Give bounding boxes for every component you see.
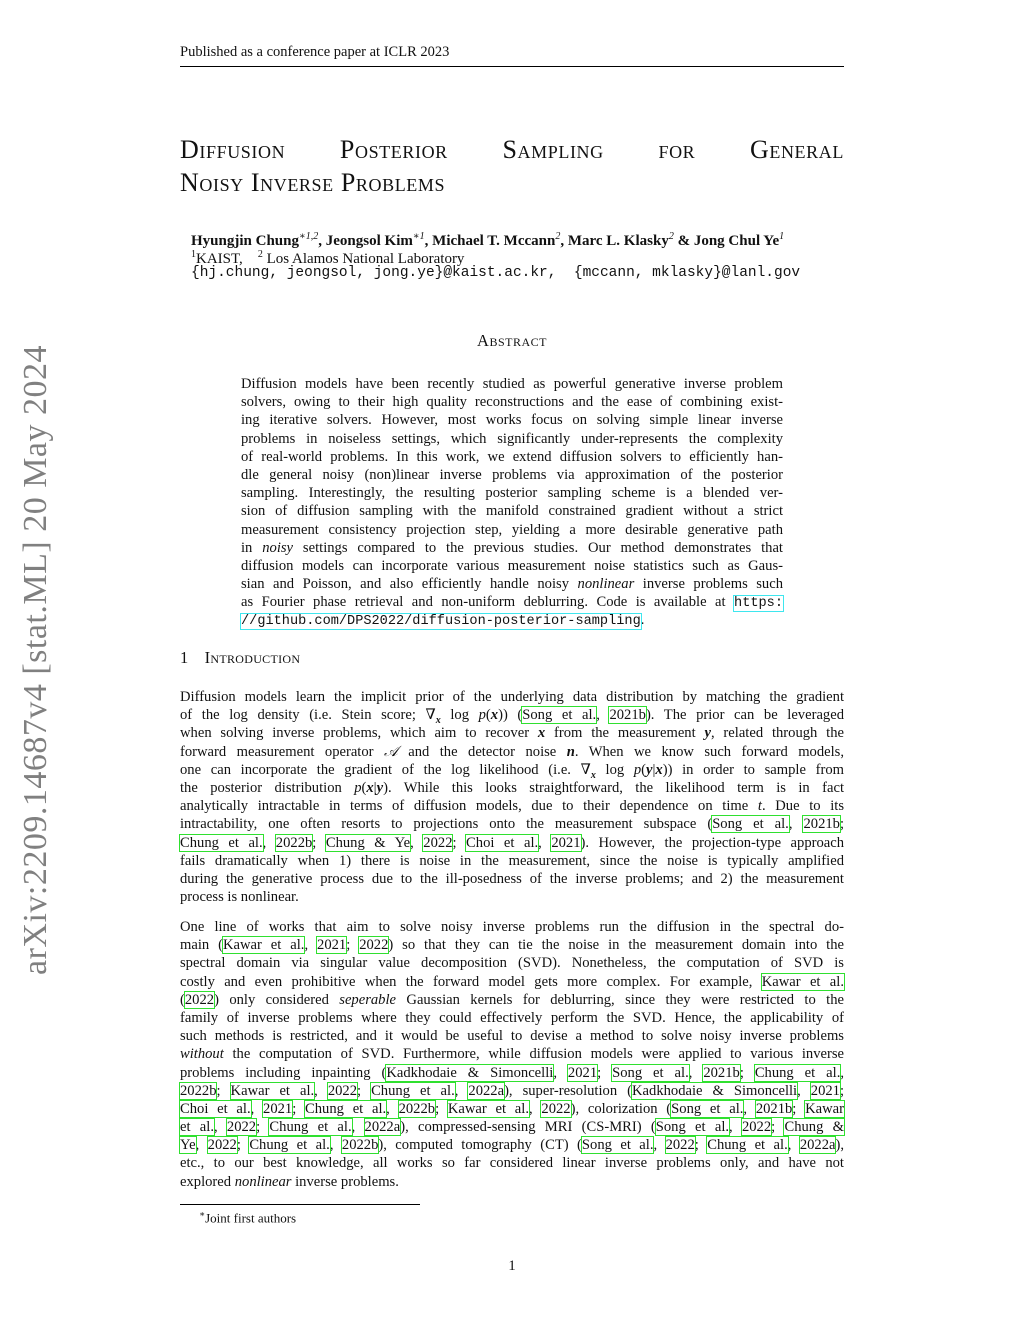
text-run: family of inverse problems where they could effectively perform the SVD. Hence, the applicability of <box>180 1009 844 1026</box>
paragraph-line <box>180 973 844 991</box>
abstract-line <box>241 539 783 557</box>
citation-link[interactable]: 2022a <box>799 1137 836 1154</box>
citation-link[interactable]: 2021 <box>317 937 347 954</box>
text-run: , <box>329 1137 342 1154</box>
title-line-2: Noisy Inverse Problems <box>180 168 446 197</box>
abstract-line: problems in noiseless settings, which significantly under-represents the complexity <box>241 430 783 447</box>
text-run: , <box>596 707 610 724</box>
citation-link[interactable]: 2022 <box>741 1119 772 1136</box>
emphasis: nonlinear <box>234 1173 292 1190</box>
text-run: ) so that they can tie the noise in the measurement domain into the <box>388 937 844 954</box>
citation-link[interactable]: et al. <box>180 1119 214 1136</box>
abstract-line: sion of diffusion sampling with the manifold constrained gradient without a strict <box>241 503 783 520</box>
text-run: , <box>351 1119 365 1136</box>
math-symbol: 𝒜 <box>383 743 398 760</box>
citation-link[interactable]: 2021b <box>755 1100 793 1117</box>
running-header: Published as a conference paper at ICLR 2023 <box>180 44 450 60</box>
text-run: , <box>314 1082 328 1099</box>
emphasis: without <box>180 1046 224 1063</box>
affil-mark: 2 <box>257 249 263 260</box>
text-run: log <box>595 761 634 778</box>
math-subscript: x <box>590 769 596 781</box>
math-vector: x <box>490 707 499 724</box>
page-number: 1 <box>508 1258 516 1274</box>
text-run: during the generative process due to the ill-posedness of the inverse problems; and 2) the measurement <box>180 870 844 887</box>
author-name: Jeongsol Kim <box>325 233 413 249</box>
text-run: ), computed tomography (CT) ( <box>378 1137 582 1154</box>
math-symbol: p <box>633 761 642 778</box>
paper-title <box>180 133 844 199</box>
text-run: ; <box>256 1119 270 1136</box>
text-run: and the detector noise <box>397 743 567 760</box>
math-symbol: ∇ <box>425 707 436 724</box>
title-word: General <box>749 135 844 164</box>
text-run: ( <box>641 761 647 778</box>
citation-link[interactable]: Kadkhodaie & Simoncelli <box>632 1082 798 1099</box>
intro-paragraph-2 <box>180 918 844 1191</box>
text-run: , <box>553 1064 568 1081</box>
paragraph-line <box>180 1027 844 1045</box>
math-vector: x <box>655 761 663 778</box>
abstract-line: measurement consistency projection step, yielding a more desirable generative path <box>241 521 783 538</box>
math-vector: y <box>704 725 711 742</box>
text-run: , related through the <box>710 725 844 742</box>
text-run: , <box>688 1064 704 1081</box>
text-run: main ( <box>180 937 223 954</box>
citation-link[interactable]: Chung et al. <box>754 1064 841 1081</box>
citation-link[interactable]: Kawar et al. <box>230 1082 315 1099</box>
code-url-link[interactable]: https: <box>734 596 783 612</box>
author-affil-mark: 2 <box>668 231 674 242</box>
citation-link[interactable]: 2021 <box>551 834 581 851</box>
text-run: ( <box>180 991 185 1008</box>
title-word: Diffusion <box>180 135 286 164</box>
text-run: forward measurement operator <box>180 743 384 760</box>
title-word: Sampling <box>502 135 604 164</box>
text-run: , <box>454 1082 469 1099</box>
math-vector: n <box>566 743 575 760</box>
text-run: , <box>304 937 318 954</box>
paragraph-line <box>180 1154 844 1172</box>
citation-link[interactable]: Chung et al. <box>305 1100 387 1117</box>
citation-link[interactable]: Chung et al. <box>269 1119 352 1136</box>
paragraph-line <box>180 918 844 936</box>
text-run: explored <box>180 1173 235 1190</box>
author-emails: {hj.chung, jeongsol, jong.ye}@kaist.ac.kr, {mccann, mklasky}@lanl.gov <box>191 265 801 281</box>
text-run: ; <box>739 1064 755 1081</box>
citation-link[interactable]: 2022b <box>398 1100 436 1117</box>
math-vector: y <box>646 761 653 778</box>
emphasis: nonlinear <box>577 576 635 593</box>
text-run: , <box>529 1100 542 1117</box>
citation-link[interactable]: 2022 <box>423 834 453 851</box>
text-run: | <box>373 779 377 796</box>
math-subscript: x <box>435 715 441 727</box>
paragraph-line <box>180 779 844 797</box>
text-run: sian and Poisson, and also efficiently handle noisy <box>241 576 578 593</box>
citation-link[interactable]: Ye <box>180 1137 196 1154</box>
citation-link[interactable]: Kawar et al. <box>222 937 305 954</box>
paragraph-line <box>180 724 844 742</box>
text-run: ( <box>485 707 491 724</box>
text-run: , <box>797 1082 811 1099</box>
math-symbol: ∇ <box>580 761 591 778</box>
text-run: ; <box>839 816 845 833</box>
text-run: ; <box>452 834 467 851</box>
text-run: , <box>538 834 552 851</box>
citation-link[interactable]: 2021b <box>803 816 840 833</box>
text-run: from the measurement <box>545 725 705 742</box>
citation-link[interactable]: Kawar et al. <box>447 1100 529 1117</box>
citation-link[interactable]: 2021 <box>567 1064 598 1081</box>
author-affil-mark: 1 <box>779 231 785 242</box>
paragraph-line <box>180 1100 844 1118</box>
paragraph-line <box>180 1064 844 1082</box>
text-run: as Fourier phase retrieval and non-uniform deblurring. Code is available at <box>241 594 735 611</box>
abstract-body <box>241 375 783 630</box>
text-run: ), compressed-sensing MRI (CS-MRI) ( <box>400 1119 656 1136</box>
citation-link[interactable]: 2022 <box>207 1137 237 1154</box>
text-run: )) in order to sample from <box>662 761 844 778</box>
code-url-link[interactable]: //github.com/DPS2022/diffusion-posterior-sampling <box>241 614 641 630</box>
intro-paragraph-1 <box>180 688 844 906</box>
citation-link[interactable]: Chung et al. <box>707 1137 788 1154</box>
citation-link[interactable]: 2022 <box>226 1119 257 1136</box>
text-run: ; <box>357 1082 372 1099</box>
citation-link[interactable]: 2022 <box>359 937 389 954</box>
text-run: Diffusion models learn the implicit prior of the underlying data distribution by matching the gradient <box>180 689 844 705</box>
text-run: ; <box>312 834 326 851</box>
footnote-text: Joint first authors <box>205 1210 297 1226</box>
text-run: ; <box>346 937 360 954</box>
text-run: , <box>787 1137 800 1154</box>
citation-link[interactable]: Song et al. <box>581 1137 654 1154</box>
text-run: One line of works that aim to solve noisy inverse problems run the diffusion in the spectral do- <box>180 919 844 935</box>
citation-link[interactable]: 2022b <box>180 1082 217 1099</box>
text-run: . Due to its <box>761 798 844 815</box>
text-run: ; <box>839 1082 845 1099</box>
paragraph-line <box>180 1136 844 1154</box>
text-run: the computation of SVD. Furthermore, while diffusion models were applied to various inverse <box>223 1046 844 1063</box>
citation-link[interactable]: Kawar <box>805 1100 845 1117</box>
abstract-line: Diffusion models have been recently studied as powerful generative inverse problem <box>241 376 783 392</box>
citation-link[interactable]: 2021b <box>609 707 646 724</box>
citation-link[interactable]: 2022a <box>468 1082 505 1099</box>
section-title: Introduction <box>204 648 301 667</box>
text-run: spectral domain via singular value decomposition (SVD). Nonetheless, the computation of SVD is <box>180 955 844 972</box>
citation-link[interactable]: 2021 <box>810 1082 840 1099</box>
text-run: , <box>213 1119 227 1136</box>
emphasis: seperable <box>339 991 397 1008</box>
citation-link[interactable]: 2022a <box>364 1119 401 1136</box>
author-affil-mark: ∗1 <box>412 231 425 242</box>
title-line-1 <box>180 133 844 166</box>
math-vector: x <box>366 779 374 796</box>
paragraph-line <box>180 936 844 954</box>
citation-link[interactable]: Song et al. <box>612 1064 689 1081</box>
citation-link[interactable]: 2021 <box>263 1100 293 1117</box>
title-word: for <box>658 135 696 164</box>
author-list: Hyungjin Chung$^{∗1,2}$, Jeongsol Kim$^{∗1}$, Michael T. Mccann$^2$, Marc L. Klasky$^2$ & Jong Chul Ye$^1$ <box>191 231 785 249</box>
text-run: ). However, the projection-type approach <box>580 834 845 851</box>
abstract-line: of real-world problems. In this work, we extend diffusion solvers to efficiently han- <box>241 448 783 465</box>
paragraph-line <box>180 1082 844 1100</box>
citation-link[interactable]: Choi et al. <box>180 1100 251 1117</box>
arxiv-stamp: arXiv:2209.14687v4 [stat.ML] 20 May 2024 <box>17 344 54 976</box>
paragraph-line <box>180 834 844 852</box>
affiliation: Los Alamos National Laboratory <box>266 251 465 267</box>
text-run: , <box>410 834 424 851</box>
text-run: inverse problems. <box>291 1173 399 1190</box>
affil-mark: 1 <box>191 249 196 260</box>
paragraph-line <box>180 870 844 888</box>
text-run: | <box>652 761 656 778</box>
author-name: Michael T. Mccann <box>432 233 556 249</box>
paragraph-line <box>180 1045 844 1063</box>
citation-link[interactable]: 2022 <box>327 1082 358 1099</box>
author-name: Hyungjin Chung <box>191 233 299 249</box>
citation-link[interactable]: Song et al. <box>655 1119 730 1136</box>
section-heading-introduction <box>180 648 300 668</box>
text-run: analytically intractable in terms of diffusion models, due to their dependence on time <box>180 798 758 815</box>
citation-link[interactable]: 2022 <box>665 1137 695 1154</box>
text-run: . When we know such forward models, <box>574 743 845 760</box>
citation-link[interactable]: 2021b <box>703 1064 740 1081</box>
text-run: ) only considered <box>214 991 340 1008</box>
text-run: , <box>250 1100 264 1117</box>
text-run: ), super-resolution ( <box>504 1082 632 1099</box>
paragraph-line <box>180 1173 844 1191</box>
author-name: Marc L. Klasky <box>567 233 669 249</box>
citation-link[interactable]: Song et al. <box>712 816 789 833</box>
text-run: of the log density (i.e. Stein score; <box>180 707 426 724</box>
paragraph-line <box>180 954 844 972</box>
text-run: . <box>640 612 645 629</box>
author-affil-mark: ∗1,2 <box>298 231 319 242</box>
text-run: , <box>386 1100 399 1117</box>
citation-link[interactable]: Kawar et al. <box>761 973 844 990</box>
text-run: one can incorporate the gradient of the log likelihood (i.e. <box>180 761 581 778</box>
title-word: Posterior <box>339 135 448 164</box>
math-symbol: p <box>354 779 362 796</box>
paragraph-line <box>180 1009 844 1027</box>
text-run: process is nonlinear. <box>180 889 299 906</box>
math-symbol: p <box>478 707 486 724</box>
abstract-line <box>241 611 783 629</box>
text-run: , <box>743 1100 756 1117</box>
text-run: , <box>840 1064 844 1081</box>
paragraph-line <box>180 688 844 706</box>
text-run: the posterior distribution <box>180 779 355 796</box>
text-run: etc., to our best knowledge, all works so far considered linear inverse problems only, and have not <box>180 1155 844 1172</box>
text-run: , <box>788 816 804 833</box>
abstract-line <box>241 575 783 593</box>
citation-link[interactable]: Choi et al. <box>466 834 539 851</box>
abstract-line <box>241 593 783 611</box>
citation-link[interactable]: Chung et al. <box>371 1082 455 1099</box>
math-vector: x <box>537 725 546 742</box>
abstract-line: sampling. Interestingly, the resulting posterior sampling scheme is a blended ver- <box>241 485 783 502</box>
abstract-line: dle general noisy (non)linear inverse problems via approximation of the posterior <box>241 466 783 483</box>
text-run: log <box>440 707 479 724</box>
author-affil-mark: 2 <box>555 231 561 242</box>
text-run: settings compared to the previous studies. Our method demonstrates that <box>293 539 783 556</box>
paragraph-line <box>180 852 844 870</box>
abstract-heading: Abstract <box>477 331 547 350</box>
citation-link[interactable]: Chung et al. <box>180 834 263 851</box>
math-symbol: t <box>757 798 762 815</box>
text-run: ; <box>771 1119 785 1136</box>
paragraph-line <box>180 797 844 815</box>
text-run: ; <box>597 1064 613 1081</box>
citation-link[interactable]: 2022 <box>541 1100 571 1117</box>
citation-link[interactable]: 2022b <box>341 1137 379 1154</box>
text-run: ; <box>694 1137 708 1154</box>
paragraph-line <box>180 761 844 779</box>
text-run: costly and even prohibitive when the forward model gets more complex. For example, <box>180 973 762 990</box>
header-rule <box>180 66 844 67</box>
text-run: in <box>241 539 263 556</box>
text-run: )) ( <box>498 707 523 724</box>
footnote <box>199 1209 296 1226</box>
paragraph-line <box>180 743 844 761</box>
affiliation: KAIST, <box>196 251 243 267</box>
paragraph-line <box>180 706 844 727</box>
text-run: ; <box>216 1082 231 1099</box>
text-run: problems including inpainting ( <box>180 1064 387 1081</box>
text-run: inverse problems such <box>634 576 784 593</box>
paragraph-line <box>180 1118 844 1136</box>
text-run: when solving inverse problems, which aim to recover <box>180 725 538 742</box>
footnote-mark: ∗ <box>199 1209 206 1219</box>
author-name: Jong Chul Ye <box>693 233 780 249</box>
text-run: , <box>262 834 276 851</box>
text-run: ). While this looks straightforward, the likelihood term is in fact <box>383 779 844 796</box>
paragraph-line <box>180 815 844 833</box>
text-run: , <box>195 1137 208 1154</box>
text-run: Gaussian kernels for deblurring, since they were restricted to the <box>396 991 844 1008</box>
text-run: ), <box>835 1137 844 1154</box>
citation-link[interactable]: 2022 <box>184 991 215 1008</box>
citation-link[interactable]: Kadkhodaie & Simoncelli <box>386 1064 554 1081</box>
text-run: intractability, one often resorts to projections onto the measurement subspace ( <box>180 816 713 833</box>
abstract-line: ing iterative solvers. However, most works focus on solving simple linear inverse <box>241 412 783 429</box>
text-run: ; <box>292 1100 306 1117</box>
section-number: 1 <box>180 648 189 667</box>
text-run: ; <box>435 1100 448 1117</box>
paragraph-line <box>180 888 844 906</box>
text-run: , <box>729 1119 742 1136</box>
math-vector: y <box>376 779 384 796</box>
citation-link[interactable]: Chung & Ye <box>325 834 411 851</box>
text-run: ( <box>361 779 367 796</box>
text-run: , <box>653 1137 666 1154</box>
citation-link[interactable]: 2022b <box>275 834 313 851</box>
text-run: fails dramatically when 1) there is noise in the measurement, since the noise is typically amplified <box>180 852 844 869</box>
citation-link[interactable]: Song et al. <box>522 707 597 724</box>
footnote-rule <box>180 1204 420 1205</box>
paragraph-line <box>180 991 844 1009</box>
citation-link[interactable]: Chung et al. <box>249 1137 330 1154</box>
emphasis: noisy <box>262 539 294 556</box>
text-run: ). The prior can be leveraged <box>645 707 844 724</box>
abstract-line: solvers, owing to their high quality reconstructions and the ease of combining exist- <box>241 394 783 411</box>
citation-link[interactable]: Chung & <box>784 1119 845 1136</box>
citation-link[interactable]: Song et al. <box>671 1100 744 1117</box>
abstract-line: diffusion models can incorporate various measurement noise statistics such as Gaus- <box>241 557 783 574</box>
text-run: ), colorization ( <box>570 1100 672 1117</box>
text-run: ; <box>236 1137 250 1154</box>
text-run: such methods is restricted, and it would be useful to devise a method to solve noisy inverse problems <box>180 1028 844 1045</box>
text-run: ; <box>792 1100 806 1117</box>
